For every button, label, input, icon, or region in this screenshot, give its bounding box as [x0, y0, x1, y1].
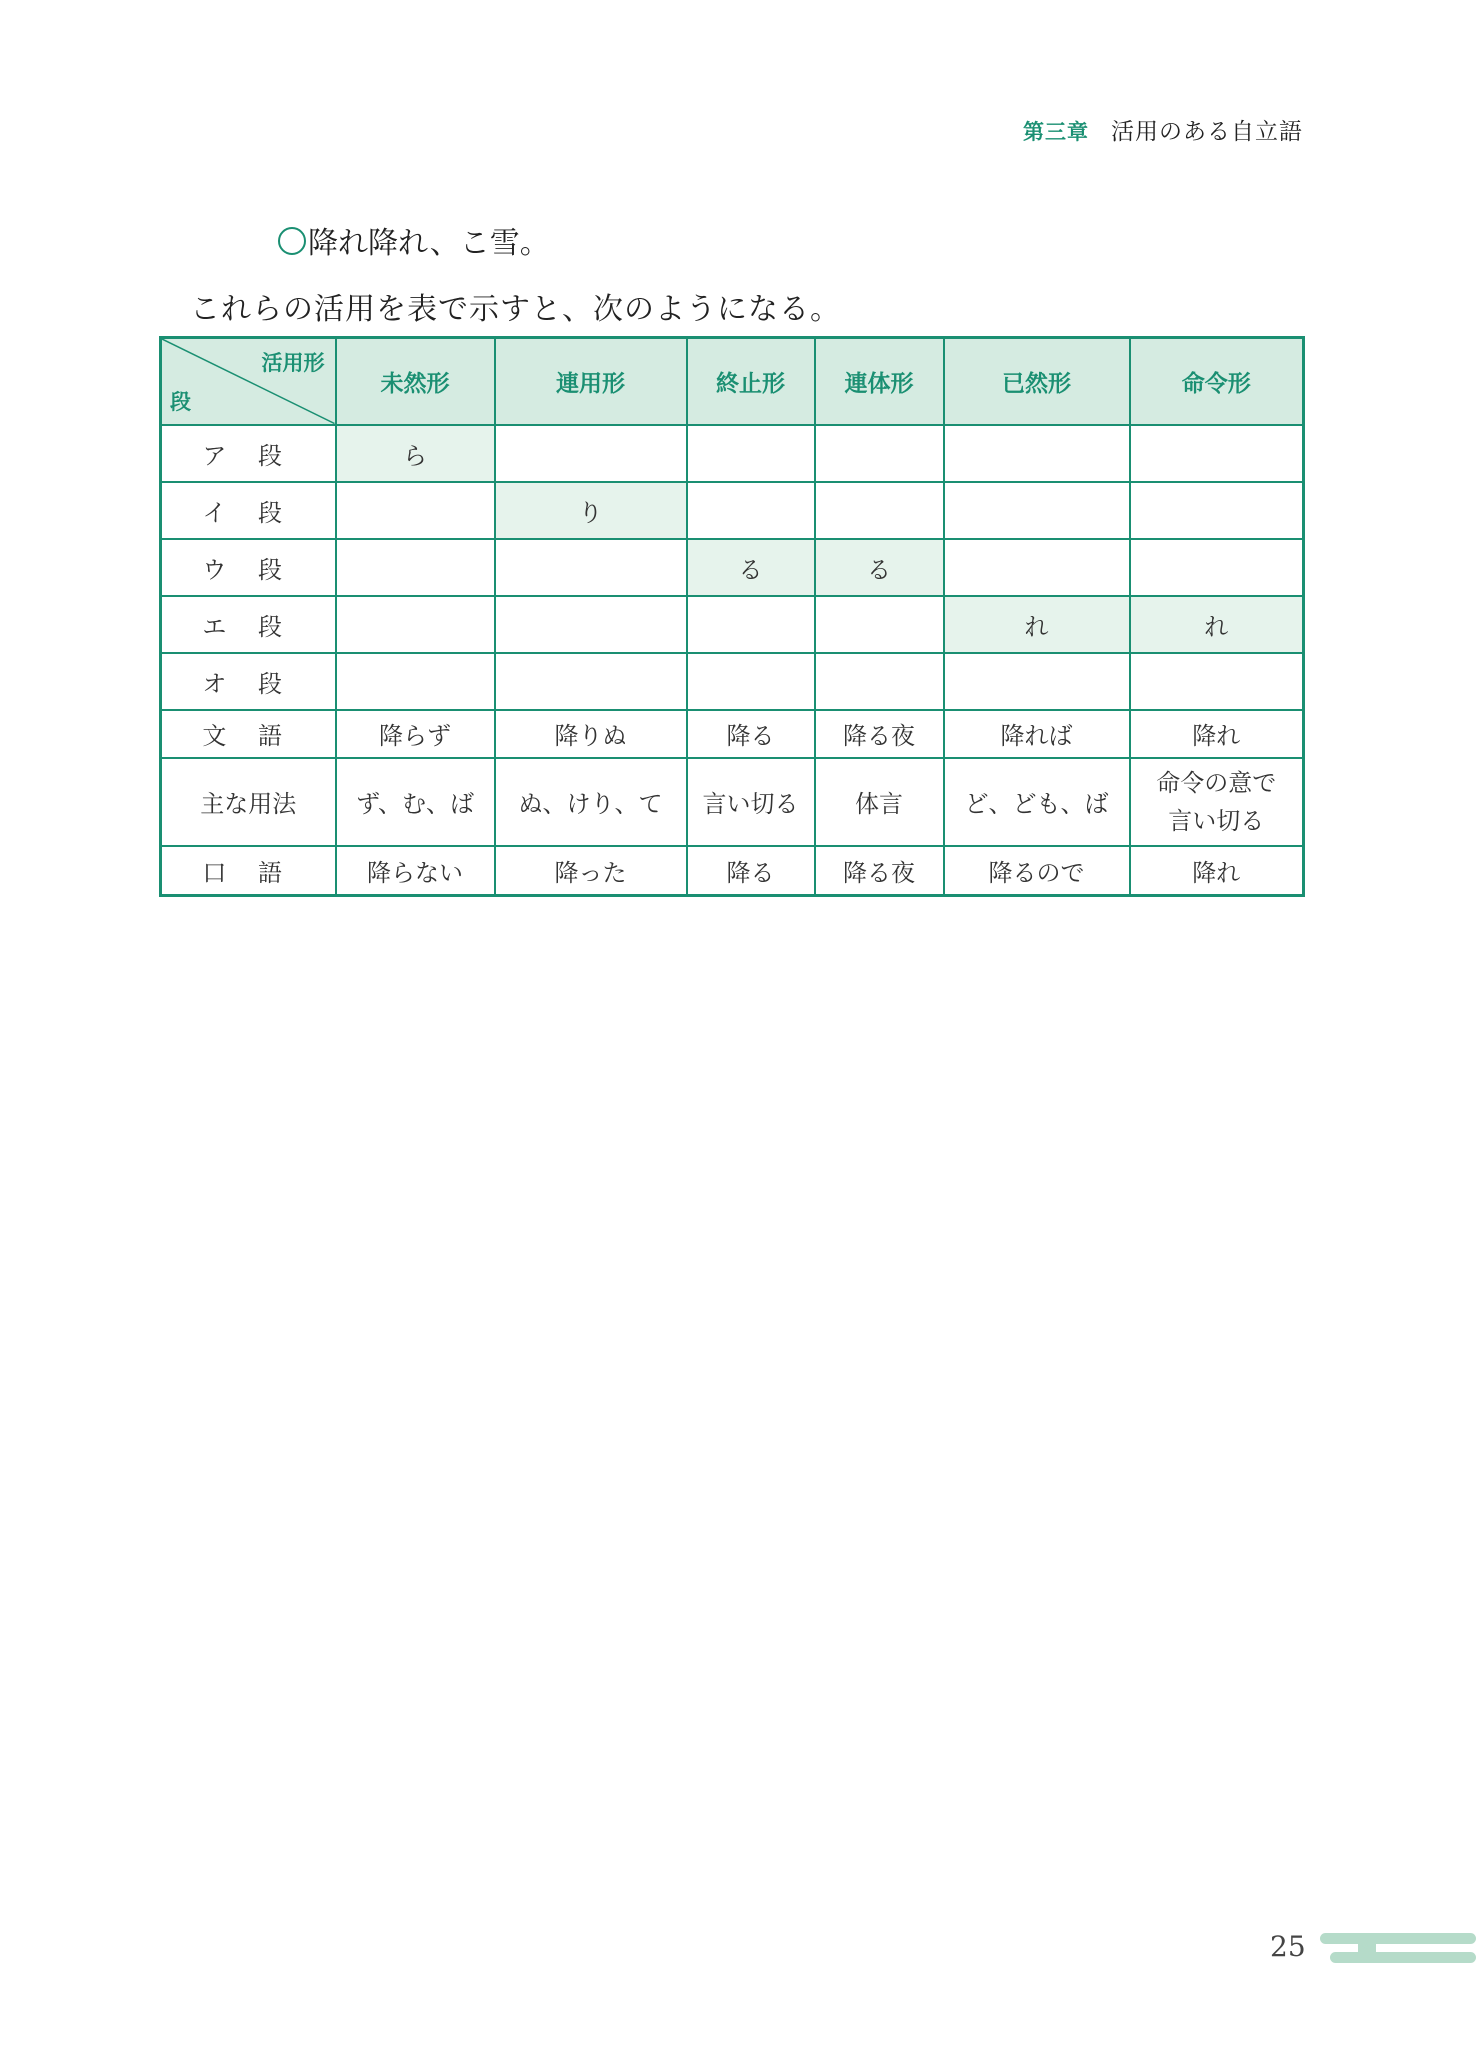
table-cell: れ: [1130, 596, 1304, 653]
table-cell: 降らず: [336, 710, 495, 758]
row-header: 主な用法: [161, 758, 336, 846]
table-cell: れ: [944, 596, 1130, 653]
chapter-title: 活用のある自立語: [1111, 119, 1303, 145]
row-header: エ 段: [161, 596, 336, 653]
column-header: 命令形: [1130, 338, 1304, 425]
table-cell: 降る夜: [815, 710, 944, 758]
table-cell: [944, 425, 1130, 482]
cell-line: 言い切る: [1168, 806, 1265, 835]
table-cell: [687, 425, 815, 482]
decorative-stripes-icon: [1318, 1930, 1476, 1970]
row-header: イ 段: [161, 482, 336, 539]
table-cell: 降れば: [944, 710, 1130, 758]
row-header: ア 段: [161, 425, 336, 482]
row-header: 文 語: [161, 710, 336, 758]
row-header: ウ 段: [161, 539, 336, 596]
corner-top-label: 活用形: [261, 351, 325, 375]
table-cell: [815, 596, 944, 653]
chapter-label: 第三章: [1023, 120, 1089, 144]
table-cell: [495, 596, 687, 653]
table-cell: ぬ、けり、て: [495, 758, 687, 846]
table-cell: [815, 425, 944, 482]
table-cell: [1130, 482, 1304, 539]
circle-bullet-icon: [278, 227, 306, 255]
column-header: 已然形: [944, 338, 1130, 425]
page-number: 25: [1270, 1930, 1306, 1963]
table-cell: ず、む、ば: [336, 758, 495, 846]
table-cell: 降れ: [1130, 710, 1304, 758]
table-cell: 降る夜: [815, 846, 944, 896]
table-cell: [336, 596, 495, 653]
table-cell: [1130, 758, 1304, 846]
table-row: [161, 710, 1304, 758]
table-cell: [495, 653, 687, 710]
table-cell: [336, 539, 495, 596]
table-cell: 降れ: [1130, 846, 1304, 896]
table-cell: る: [687, 539, 815, 596]
example-sentence: [278, 218, 550, 262]
table-cell: 降る: [687, 846, 815, 896]
column-header: 連用形: [495, 338, 687, 425]
table-cell: [944, 539, 1130, 596]
table-cell: 降りぬ: [495, 710, 687, 758]
table-cell: [336, 482, 495, 539]
table-cell: ら: [336, 425, 495, 482]
table-cell: [815, 482, 944, 539]
row-header: 口 語: [161, 846, 336, 896]
corner-bottom-label: 段: [170, 389, 191, 414]
cell-line: 命令の意で: [1156, 768, 1277, 797]
table-cell: [944, 653, 1130, 710]
table-row: [161, 425, 1304, 482]
table-cell: [1130, 653, 1304, 710]
running-header: [1023, 113, 1303, 146]
table-cell: [687, 482, 815, 539]
table-cell: 言い切る: [687, 758, 815, 846]
table-cell: [687, 596, 815, 653]
table-cell: [1130, 425, 1304, 482]
row-header: オ 段: [161, 653, 336, 710]
table-cell: [1130, 539, 1304, 596]
table-cell: [687, 653, 815, 710]
lead-paragraph: これらの活用を表で示すと、次のようになる。: [190, 292, 841, 327]
table-cell: り: [495, 482, 687, 539]
table-row: [161, 758, 1304, 846]
table-cell: 降った: [495, 846, 687, 896]
table-cell: ど、ども、ば: [944, 758, 1130, 846]
table-row: [161, 482, 1304, 539]
example-text: 降れ降れ、こ雪。: [308, 226, 550, 261]
table-row: [161, 539, 1304, 596]
column-header: 連体形: [815, 338, 944, 425]
table-cell: [944, 482, 1130, 539]
table-row: [161, 846, 1304, 896]
table-cell: 降る: [687, 710, 815, 758]
table-row: [161, 653, 1304, 710]
corner-cell: [161, 338, 336, 425]
table-cell: [495, 539, 687, 596]
table-cell: [815, 653, 944, 710]
column-header: 終止形: [687, 338, 815, 425]
table-cell: 降るので: [944, 846, 1130, 896]
column-header: 未然形: [336, 338, 495, 425]
table-cell: 体言: [815, 758, 944, 846]
table-row: [161, 596, 1304, 653]
table-header-row: [161, 338, 1304, 425]
conjugation-table: [159, 336, 1305, 897]
table-cell: [336, 653, 495, 710]
table-cell: る: [815, 539, 944, 596]
table-cell: 降らない: [336, 846, 495, 896]
table-cell: [495, 425, 687, 482]
